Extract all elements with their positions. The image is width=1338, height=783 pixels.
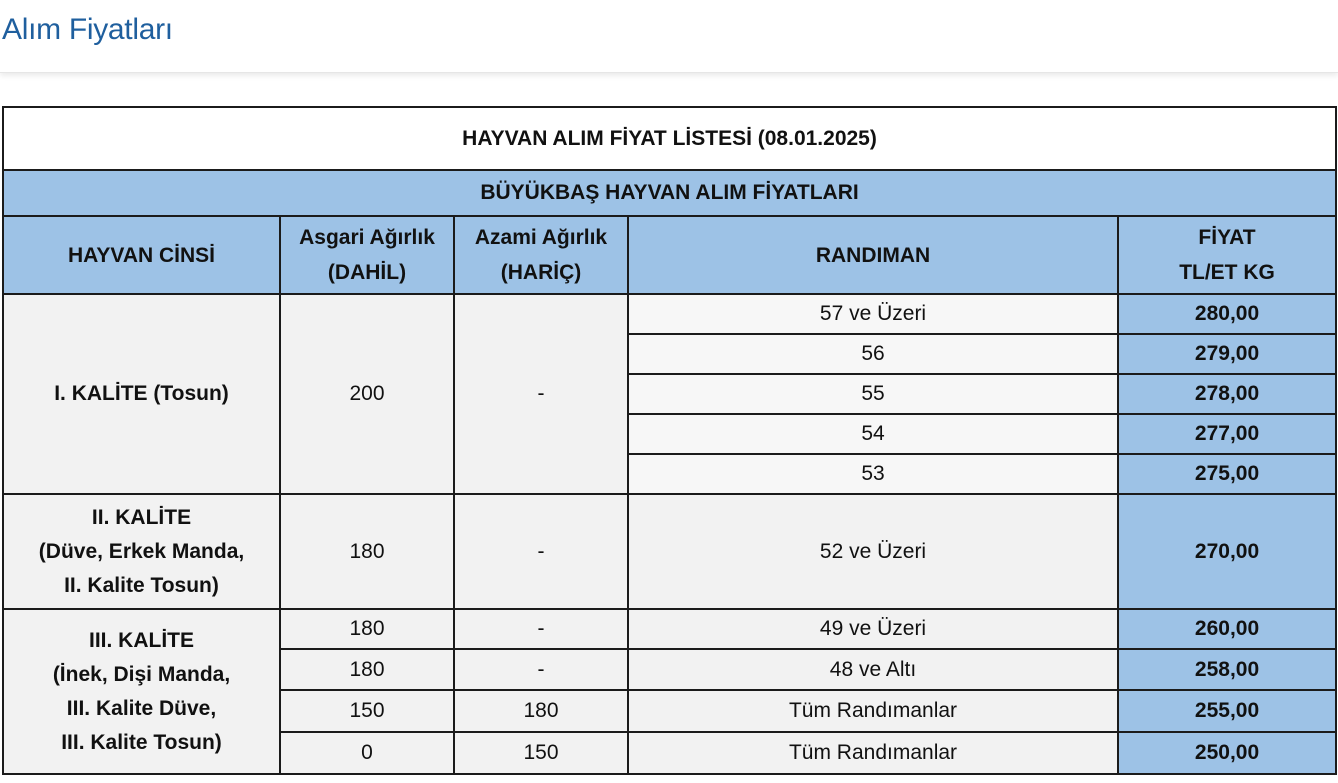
max-weight-cell: 150 xyxy=(454,732,628,774)
quality-line: II. KALİTE xyxy=(91,505,192,529)
section-title: BÜYÜKBAŞ HAYVAN ALIM FİYATLARI xyxy=(3,170,1336,216)
quality-line: III. Kalite Tosun) xyxy=(61,730,222,754)
price-table xyxy=(2,106,1337,775)
quality-line: (Düve, Erkek Manda, xyxy=(38,539,245,563)
min-weight-cell: 180 xyxy=(280,609,454,649)
yield-cell: 48 ve Altı xyxy=(628,649,1118,690)
page-title: Alım Fiyatları xyxy=(2,13,173,46)
quality-line: (İnek, Dişi Manda, xyxy=(52,662,231,686)
quality-line: III. KALİTE xyxy=(89,628,194,652)
quality-line: II. Kalite Tosun) xyxy=(64,573,219,597)
table-row xyxy=(3,494,1336,609)
header-min-weight xyxy=(280,216,454,294)
header-price-line2: TL/ET KG xyxy=(1179,261,1275,284)
header-min-weight-line2: (DAHİL) xyxy=(327,261,407,284)
max-weight-cell: - xyxy=(454,294,628,494)
yield-cell: 56 xyxy=(628,334,1118,374)
min-weight-cell: 0 xyxy=(280,732,454,774)
table-row xyxy=(3,609,1336,649)
table-row xyxy=(3,294,1336,334)
header-row xyxy=(3,216,1336,294)
quality-cell xyxy=(3,494,280,609)
min-weight-cell: 150 xyxy=(280,690,454,732)
price-cell: 270,00 xyxy=(1118,494,1336,609)
price-cell: 280,00 xyxy=(1118,294,1336,334)
price-cell: 260,00 xyxy=(1118,609,1336,649)
price-cell: 258,00 xyxy=(1118,649,1336,690)
yield-cell: 55 xyxy=(628,374,1118,414)
price-cell: 250,00 xyxy=(1118,732,1336,774)
max-weight-cell: - xyxy=(454,649,628,690)
yield-cell: 52 ve Üzeri xyxy=(628,494,1118,609)
yield-cell: Tüm Randımanlar xyxy=(628,732,1118,774)
price-cell: 275,00 xyxy=(1118,454,1336,494)
price-cell: 255,00 xyxy=(1118,690,1336,732)
header-yield: RANDIMAN xyxy=(628,216,1118,294)
min-weight-cell: 200 xyxy=(280,294,454,494)
max-weight-cell: - xyxy=(454,609,628,649)
yield-cell: Tüm Randımanlar xyxy=(628,690,1118,732)
header-animal-type: HAYVAN CİNSİ xyxy=(3,216,280,294)
header-max-weight-line2: (HARİÇ) xyxy=(500,261,582,284)
min-weight-cell: 180 xyxy=(280,649,454,690)
header-min-weight-line1: Asgari Ağırlık xyxy=(299,226,435,249)
quality-cell: I. KALİTE (Tosun) xyxy=(3,294,280,494)
max-weight-cell: - xyxy=(454,494,628,609)
yield-cell: 54 xyxy=(628,414,1118,454)
quality-line: III. Kalite Düve, xyxy=(66,696,217,720)
min-weight-cell: 180 xyxy=(280,494,454,609)
header-price xyxy=(1118,216,1336,294)
page-header xyxy=(0,0,1338,73)
quality-cell xyxy=(3,609,280,774)
price-cell: 279,00 xyxy=(1118,334,1336,374)
header-max-weight xyxy=(454,216,628,294)
max-weight-cell: 180 xyxy=(454,690,628,732)
price-cell: 277,00 xyxy=(1118,414,1336,454)
header-max-weight-line1: Azami Ağırlık xyxy=(474,226,608,249)
yield-cell: 57 ve Üzeri xyxy=(628,294,1118,334)
table-title: HAYVAN ALIM FİYAT LİSTESİ (08.01.2025) xyxy=(3,107,1336,170)
price-cell: 278,00 xyxy=(1118,374,1336,414)
header-price-line1: FİYAT xyxy=(1198,226,1256,249)
yield-cell: 49 ve Üzeri xyxy=(628,609,1118,649)
yield-cell: 53 xyxy=(628,454,1118,494)
